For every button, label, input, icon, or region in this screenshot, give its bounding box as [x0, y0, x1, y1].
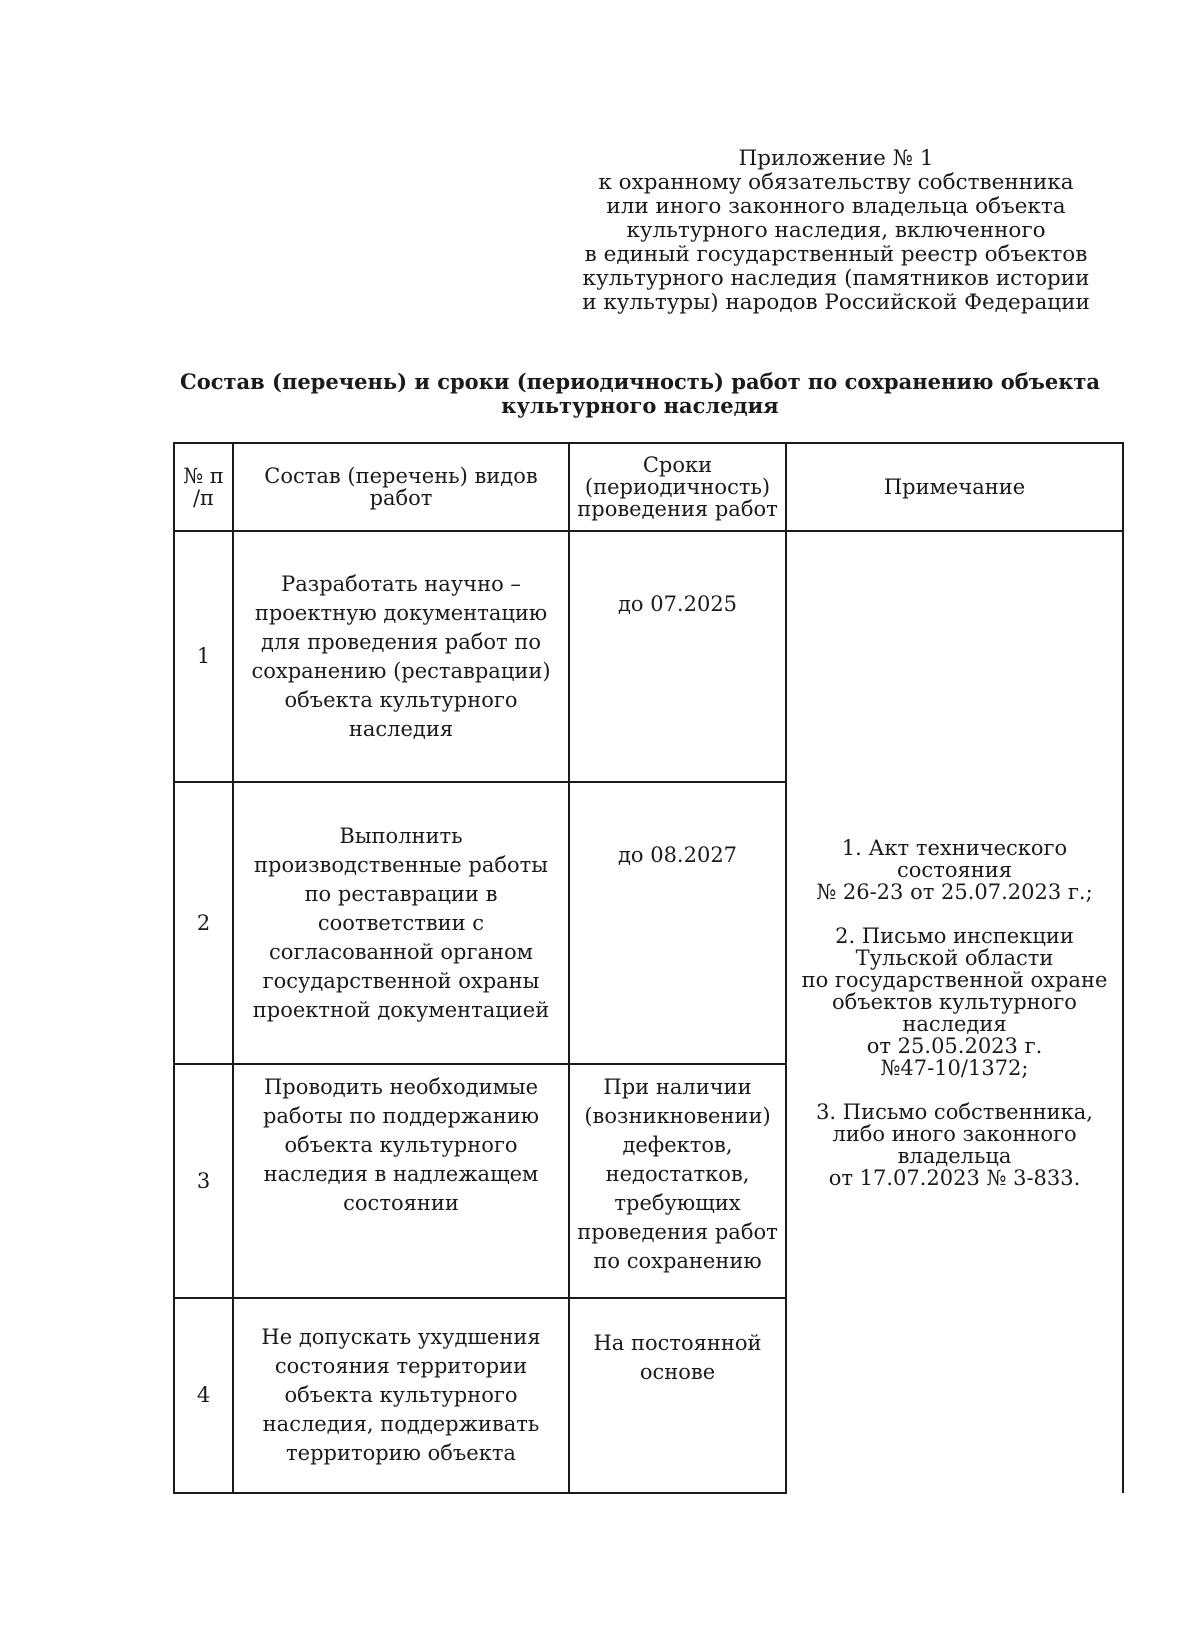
- note-line: 1. Акт технического: [841, 835, 1068, 860]
- note-line: либо иного законного: [832, 1121, 1077, 1146]
- work-description: Не допускать ухудшения состояния территории объекта культурного наследия, поддерживать территорию объекта: [233, 1298, 569, 1493]
- appendix-line: культурного наследия, включенного: [626, 218, 1046, 243]
- appendix-header: [560, 147, 1112, 315]
- work-description: Выполнить производственные работы по реставрации в соответствии с согласованной органом государственной охраны проектной документацией: [233, 782, 569, 1064]
- appendix-line: к охранному обязательству собственника: [598, 170, 1074, 195]
- appendix-line: и культуры) народов Российской Федерации: [582, 290, 1090, 315]
- work-description: Проводить необходимые работы по поддержанию объекта культурного наследия в надлежащем состоянии: [233, 1064, 569, 1298]
- table-header-row: [174, 443, 1123, 531]
- title-line: культурного наследия: [501, 393, 779, 418]
- title-line: Состав (перечень) и сроки (периодичность) работ по сохранению объекта: [179, 369, 1101, 394]
- work-description: Разработать научно – проектную документацию для проведения работ по сохранению (реставрации) объекта культурного наследия: [233, 531, 569, 782]
- row-number: 1: [174, 531, 233, 782]
- row-number: 3: [174, 1064, 233, 1298]
- header-work: Состав (перечень) видов работ: [233, 443, 569, 531]
- note-item-3: [791, 1101, 1118, 1189]
- note-cell: [786, 531, 1123, 1493]
- note-item-1: [791, 837, 1118, 903]
- table-row: [174, 531, 1123, 782]
- note-line: состояния: [897, 857, 1012, 882]
- note-line: от 25.05.2023 г.: [866, 1033, 1043, 1058]
- works-table: [173, 442, 1124, 1494]
- note-line: Тульской области: [855, 945, 1054, 970]
- note-item-2: [791, 925, 1118, 1079]
- appendix-line: культурного наследия (памятников истории: [582, 266, 1090, 291]
- work-term: до 08.2027: [569, 782, 786, 1064]
- appendix-line: в единый государственный реестр объектов: [584, 242, 1088, 267]
- appendix-line: Приложение № 1: [738, 146, 934, 171]
- note-line: от 17.07.2023 № 3-833.: [828, 1165, 1081, 1190]
- note-line: 3. Письмо собственника,: [816, 1099, 1093, 1124]
- header-term: Сроки (периодичность) проведения работ: [569, 443, 786, 531]
- note-line: по государственной охране: [801, 967, 1108, 992]
- header-note: Примечание: [786, 443, 1123, 531]
- note-line: 2. Письмо инспекции: [835, 923, 1074, 948]
- row-number: 2: [174, 782, 233, 1064]
- row-number: 4: [174, 1298, 233, 1493]
- work-term: При наличии (возникновении) дефектов, недостатков, требующих проведения работ по сохранению: [569, 1064, 786, 1298]
- note-line: № 26-23 от 25.07.2023 г.;: [816, 879, 1093, 904]
- header-num: № п /п: [174, 443, 233, 531]
- note-line: владельца: [897, 1143, 1012, 1168]
- document-title: [150, 370, 1130, 418]
- appendix-line: или иного законного владельца объекта: [606, 194, 1066, 219]
- note-line: объектов культурного: [832, 989, 1077, 1014]
- note-line: наследия: [902, 1011, 1007, 1036]
- note-line: №47-10/1372;: [880, 1055, 1029, 1080]
- work-term: На постоянной основе: [569, 1298, 786, 1493]
- work-term: до 07.2025: [569, 531, 786, 782]
